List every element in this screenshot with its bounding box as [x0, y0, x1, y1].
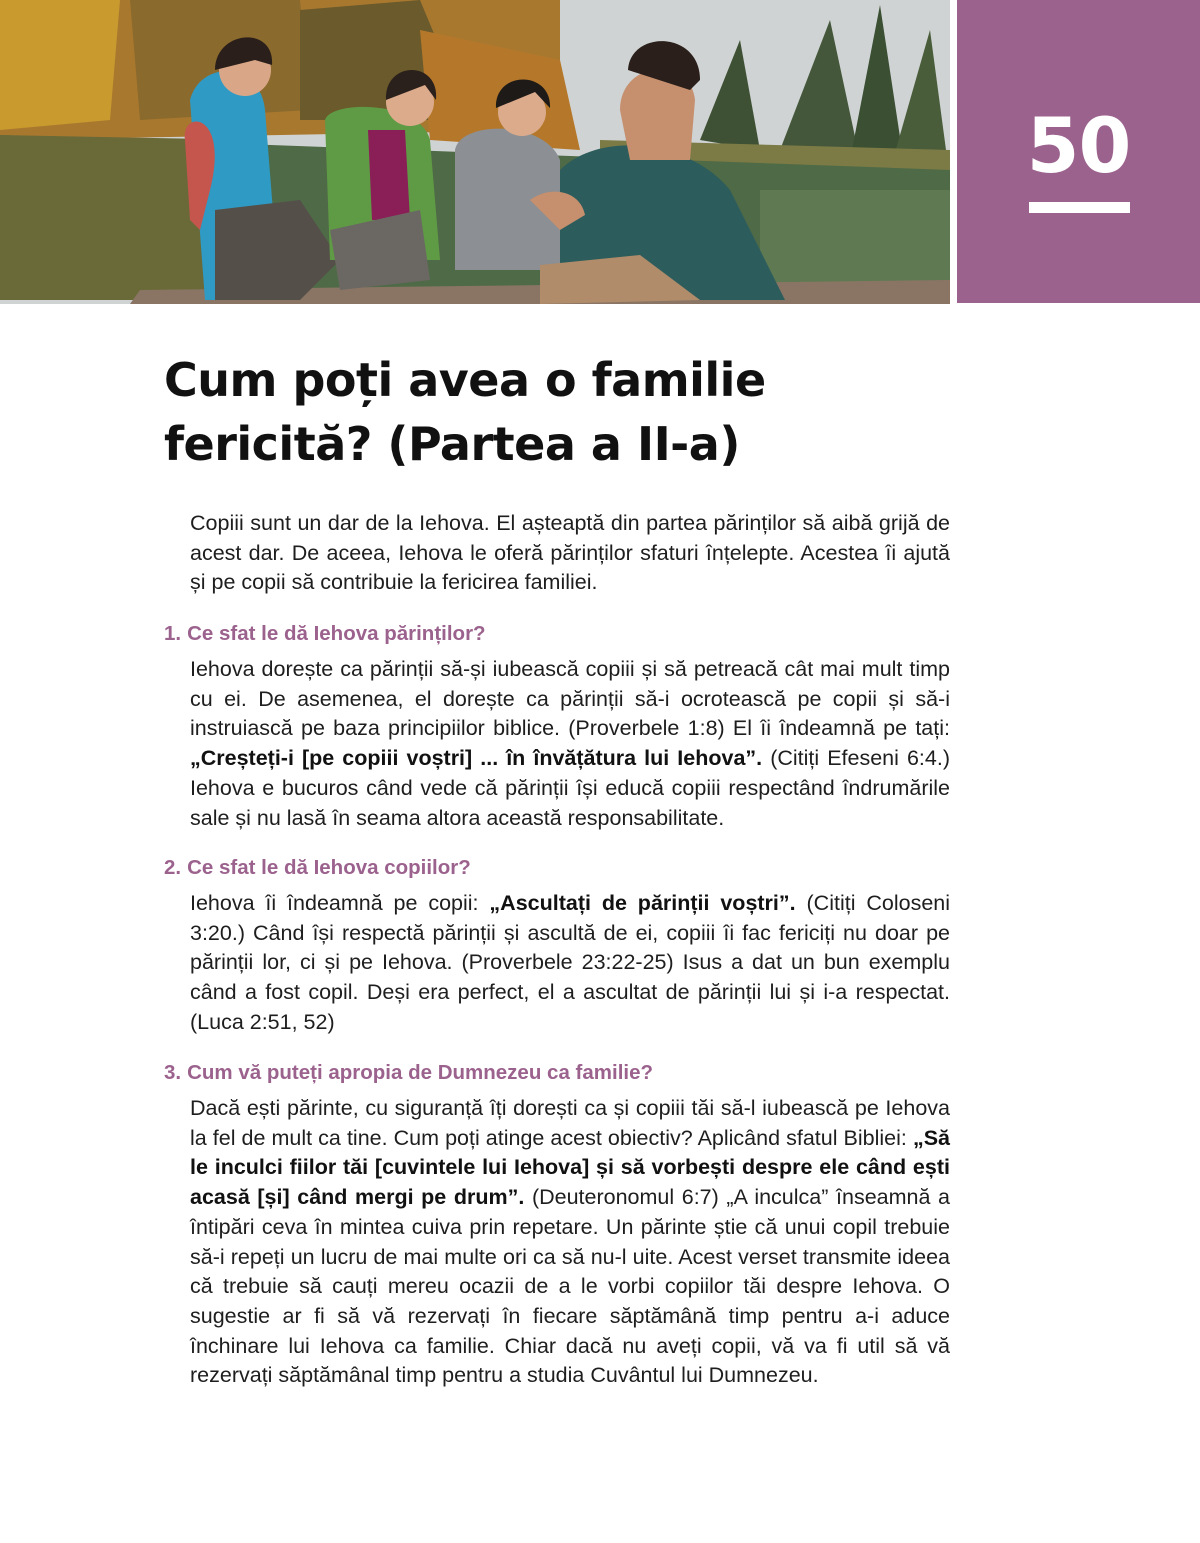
hero-photo — [0, 0, 950, 304]
intro-paragraph: Copiii sunt un dar de la Iehova. El așteaptă din partea părinților să aibă grijă de acest dar. De aceea, Iehova le oferă părinților sfaturi înțelepte. Acestea îi ajută și pe copii să contribuie la fericirea familiei. — [190, 511, 950, 595]
answer-text: (Deuteronomul 6:7) „A inculca” înseamnă a întipări ceva în mintea cuiva prin repetare. Un părinte știe că unui copil trebuie să-i repeți un lucru de mai multe ori ca să nu-l uite. Acest verset transmite ideea că trebuie să cauți mereu ocazii de a le vorbi copiilor tăi despre Iehova. O sugestie ar fi să vă rezervați în fiecare săptămână timp pentru a-i aduce închinare lui Iehova ca familie. Chiar dacă nu aveți copii, vă va fi util să vă rezervați săptămânal timp pentru a studia Cuvântul lui Dumnezeu. — [190, 1185, 950, 1388]
answer-text: (Citiți Coloseni 3:20.) Când își respectă părinții și ascultă de ei, copiii îi fac fericiți nu doar pe părinții lor, ci și pe Iehova. (Proverbele 23:22-25) Isus a dat un bun exemplu când a fost copil. Deși era perfect, el a ascultat de părinții lui și i-a respectat. (Luca 2:51, 52) — [190, 891, 951, 1034]
question-number: 2. — [164, 856, 182, 879]
family-lake-illustration — [0, 0, 950, 304]
scripture-quote: „Creșteți-i [pe copiii voștri] ... în învățătura lui Iehova”. — [190, 746, 763, 771]
lesson-number-badge — [957, 0, 1200, 303]
question-number: 3. — [164, 1061, 182, 1084]
question-text: Ce sfat le dă Iehova părinților? — [187, 622, 486, 645]
question-text: Ce sfat le dă Iehova copiilor? — [187, 856, 471, 879]
answer-text: Iehova dorește ca părinții să-și iubească copiii și să petreacă cât mai mult timp cu ei. De asemenea, el dorește ca părinții să-i ocrotească pe copii și să-i instruiască pe baza principiilor biblice. (Proverbele 1:8) El îi îndeamnă pe tați: — [190, 657, 950, 741]
page-title — [164, 348, 924, 476]
section-answer-1 — [190, 655, 950, 833]
scripture-quote: „Ascultați de părinții voștri”. — [489, 891, 796, 915]
answer-text: Dacă ești părinte, cu siguranță îți dorești ca și copiii tăi să-l iubească pe Iehova la fel de mult ca tine. Cum poți atinge acest obiectiv? Aplicând sfatul Bibliei: — [190, 1096, 950, 1150]
answer-text: Iehova îi îndeamnă pe copii: — [190, 891, 490, 915]
section-answer-2 — [190, 889, 950, 1038]
badge-underline — [1029, 202, 1130, 213]
title-line-1: Cum poți avea o familie — [164, 353, 766, 407]
answer-text: (Citiți Efeseni 6:4.) Iehova e bucuros când vede că părinții își educă copiii respectând îndrumările sale și nu lasă în seama altora această responsabilitate. — [190, 746, 950, 830]
question-number: 1. — [164, 622, 182, 645]
section-answer-3 — [190, 1094, 950, 1391]
title-line-2: fericită? (Partea a II-a) — [164, 417, 740, 471]
section-question-1 — [164, 622, 486, 646]
lesson-number: 50 — [1026, 101, 1131, 190]
section-question-3 — [164, 1061, 653, 1085]
question-text: Cum vă puteți apropia de Dumnezeu ca familie? — [187, 1061, 654, 1084]
section-question-2 — [164, 856, 471, 880]
scripture-quote: „Să le inculci fiilor tăi [cuvintele lui Iehova] și să vorbești despre ele când ești acasă [și] când mergi pe drum”. — [190, 1125, 950, 1210]
